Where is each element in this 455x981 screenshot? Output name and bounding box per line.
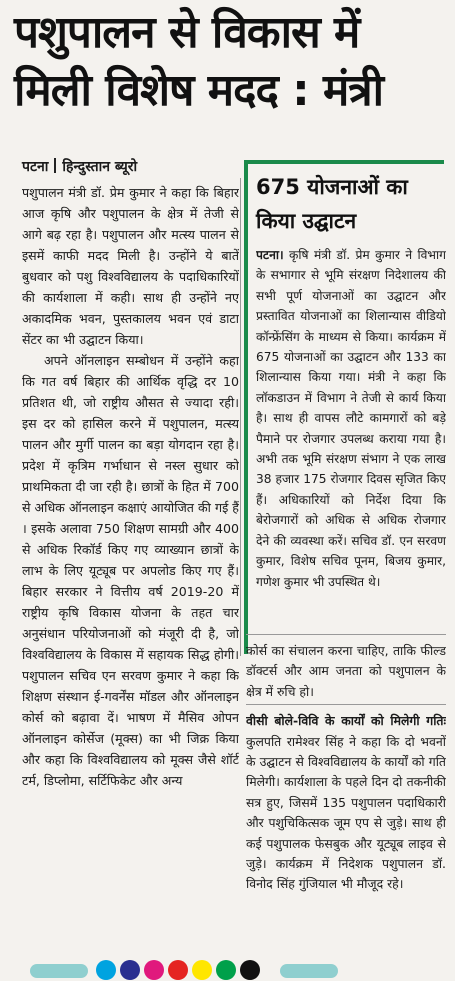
- swatch-magenta: [144, 960, 164, 980]
- continuation-column: [246, 632, 446, 962]
- swatch-cyan: [96, 960, 116, 980]
- continuation-para-2: कुलपति रामेश्वर सिंह ने कहा कि दो भवनों के उद्घाटन से विश्वविद्यालय के कार्यों को गति मिलेगी। कार्यशाला के पहले दिन दो तकनीकी सत्र हुए, जिसमें 135 पशुपालन पदाधिकारी और पशुचिकित्सक जूम एप से जुड़े। साथ ही कई पशुपालक फेसबुक और यूट्यूब लाइव से जुड़े। कार्यक्रम में निदेशक पशुपालन डॉ. विनोद सिंह गुंजियाल भी मौजूद रहे।: [246, 733, 446, 892]
- dateline-separator: [54, 158, 56, 173]
- headline-line-1: पशुपालन से विकास में: [14, 7, 360, 58]
- sidebar-top-rule: [244, 160, 444, 164]
- swatch-navy: [120, 960, 140, 980]
- main-article-para-2: अपने ऑनलाइन सम्बोधन में उन्होंने कहा कि गत वर्ष बिहार की आर्थिक वृद्धि दर 10 प्रतिशत थी, जो राष्ट्रीय औसत से ज्यादा रही। इस दर को हासिल करने में पशुपालन, मत्स्य पालन और मुर्गी पालन का बड़ा योगदान रहा है। प्रदेश में कृत्रिम गर्भाधान से नस्ल सुधार को प्राथमिकता दी जा रही है। छात्रों के हित में 700 से अधिक ऑनलाइन कक्षाएं आयोजित की गई हैं । इसके अलावा 750 शिक्षण सामग्री और 400 से अधिक रिकॉर्ड किए गए व्याख्यान छात्रों के लाभ के लिए यूट्यूब पर अपलोड किए गए हैं। बिहार सरकार ने वित्तीय वर्ष 2019-20 में राष्ट्रीय कृषि विकास योजना के तहत चार अनुसंधान परियोजनाओं को मंजूरी दी है, जो विश्वविद्यालय के विकास में सहायक सिद्ध होगी। पशुपालन सचिव एन सरवण कुमार ने कहा कि शिक्षण संस्थान ई-गवर्नेंस मॉडल और ऑनलाइन कोर्स को बढ़ावा दें। भाषण में मैसिव ओपन ऑनलाइन कोर्सेज (मूक्स) का भी जिक्र किया और कहा कि विश्वविद्यालय को मूक्स जैसे शॉर्ट टर्म, डिप्लोमा, सर्टिफिकेट और अन्य: [22, 353, 239, 788]
- swatch-black: [240, 960, 260, 980]
- main-article-column: [22, 182, 239, 952]
- sidebar-text: कृषि मंत्री डॉ. प्रेम कुमार ने विभाग के सभागार से भूमि संरक्षण निदेशालय की सभी पूर्ण योजनाओं का उद्घाटन और प्रस्तावित योजनाओं का शिलान्यास वीडियो कॉन्फ्रेंसिंग के माध्यम से किया। कार्यक्रम में 675 योजनाओं का उद्घाटन और 133 का शिलान्यास किया गया। मंत्री ने कहा कि लॉकडाउन में विभाग ने तेजी से कार्य किया है। साथ ही वापस लौटे कामगारों को बड़े पैमाने पर रोजगार उपलब्ध कराया गया है। अभी तक भूमि संरक्षण संभाग ने एक लाख 38 हजार 175 रोजगार दिवस सृजित किए हैं। अधिकारियों को निर्देश दिया कि बेरोजगारों को अधिक से अधिक रोजगार देने की व्यवस्था करें। सचिव डॉ. एन सरवण कुमार, विशेष सचिव पूनम, बिजय कुमार, गणेश कुमार भी उपस्थित थे।: [256, 248, 446, 589]
- headline: [14, 4, 444, 120]
- continuation-top-rule: [246, 634, 446, 635]
- column-divider: [240, 178, 241, 656]
- sidebar-lead-city: पटना।: [256, 248, 284, 262]
- headline-line-2: मिली विशेष मदद : मंत्री: [14, 65, 384, 116]
- dateline: [22, 157, 137, 176]
- swatch-green: [216, 960, 236, 980]
- sidebar-side-rule: [244, 164, 248, 654]
- swatch-bar-left: [30, 964, 88, 978]
- color-registration-strip: [30, 960, 430, 976]
- continuation-subhead: वीसी बोले-विवि के कार्यों को मिलेगी गतिः: [246, 713, 446, 729]
- dateline-bureau: हिन्दुस्तान ब्यूरो: [62, 159, 138, 175]
- sidebar-body: [256, 245, 446, 650]
- swatch-bar-right: [280, 964, 338, 978]
- continuation-mid-rule: [246, 704, 446, 705]
- main-article-para-1: पशुपालन मंत्री डॉ. प्रेम कुमार ने कहा कि बिहार आज कृषि और पशुपालन के क्षेत्र में तेजी से आगे बढ़ रहा है। पशुपालन और मत्स्य पालन से इसमें काफी मदद मिली है। उन्होंने ये बातें बुधवार को पशु विश्वविद्यालय के पदाधिकारियों की कार्यशाला में कही। साथ ही उन्होंने नए अकादमिक भवन, पुस्तकालय भवन एवं डाटा सेंटर का भी उद्घाटन किया।: [22, 185, 239, 347]
- swatch-yellow: [192, 960, 212, 980]
- swatch-red: [168, 960, 188, 980]
- dateline-city: पटना: [22, 159, 49, 175]
- continuation-para-1: कोर्स का संचालन करना चाहिए, ताकि फील्ड डॉक्टर्स और आम जनता को पशुपालन के क्षेत्र में रुचि हो।: [246, 643, 446, 699]
- sidebar-title: 675 योजनाओं का किया उद्घाटन: [256, 175, 408, 233]
